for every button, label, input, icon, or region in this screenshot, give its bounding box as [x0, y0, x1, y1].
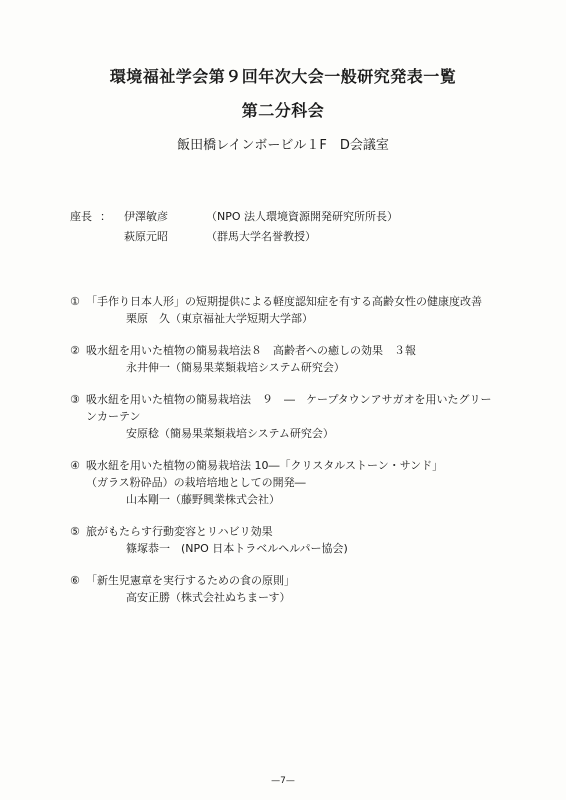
- presentation-item: [70, 572, 510, 606]
- session-title: 第二分科会: [241, 101, 325, 120]
- item-number: ⑥: [70, 574, 80, 587]
- item-number: ④: [70, 459, 80, 472]
- item-number: ①: [70, 295, 80, 308]
- item-title: 吸水紐を用いた植物の簡易栽培法 10―「クリスタルストーン・サンド」: [86, 459, 444, 472]
- page-number: —7—: [271, 776, 295, 786]
- chair-label: 座長: [70, 210, 92, 223]
- presentation-item: [70, 342, 510, 376]
- item-title: 吸水紐を用いた植物の簡易栽培法８ 高齢者への癒しの効果 ３報: [86, 344, 416, 357]
- item-title: 旅がもたらす行動変容とリハビリ効果: [86, 525, 273, 538]
- presentation-item: [70, 523, 510, 557]
- item-title: 「新生児憲章を実行するための食の原則」: [86, 574, 295, 587]
- item-presenter: 安原稔（簡易果菜類栽培システム研究会）: [126, 427, 334, 440]
- item-presenter: 永井伸一（簡易果菜類栽培システム研究会）: [126, 361, 345, 374]
- presentation-item: [70, 457, 510, 508]
- chair-name: 萩原元昭: [124, 230, 168, 243]
- item-title: 吸水紐を用いた植物の簡易栽培法 ９ ― ケープタウンアサガオを用いたグリー: [86, 393, 492, 406]
- chair-name: 伊澤敏彦: [124, 210, 168, 223]
- item-presenter: 篠塚恭一 (NPO 日本トラベルヘルパー協会): [126, 542, 348, 555]
- item-presenter: 山本剛一（藤野興業株式会社）: [126, 493, 280, 506]
- item-title-continued: （ガラス粉砕品）の栽培培地としての開発―: [86, 476, 306, 489]
- chair-affiliation: （NPO 法人環境資源開発研究所所長）: [206, 210, 399, 223]
- item-number: ⑤: [70, 525, 80, 538]
- presentation-item: [70, 391, 510, 442]
- presentation-list: [70, 293, 510, 621]
- item-presenter: 高安正勝（株式会社ぬちまーす）: [126, 591, 291, 604]
- venue: 飯田橋レインボービル１F D会議室: [177, 138, 389, 153]
- item-number: ③: [70, 393, 80, 406]
- item-title: 「手作り日本人形」の短期提供による軽度認知症を有する高齢女性の健康度改善: [86, 295, 482, 308]
- chair-colon: ：: [100, 210, 111, 223]
- item-presenter: 栗原 久（東京福祉大学短期大学部）: [126, 312, 313, 325]
- item-title-continued: ンカーテン: [86, 410, 141, 423]
- chair-affiliation: （群馬大学名誉教授）: [206, 230, 316, 243]
- document-title: 環境福祉学会第９回年次大会一般研究発表一覧: [109, 67, 457, 86]
- item-number: ②: [70, 344, 80, 357]
- presentation-item: [70, 293, 510, 327]
